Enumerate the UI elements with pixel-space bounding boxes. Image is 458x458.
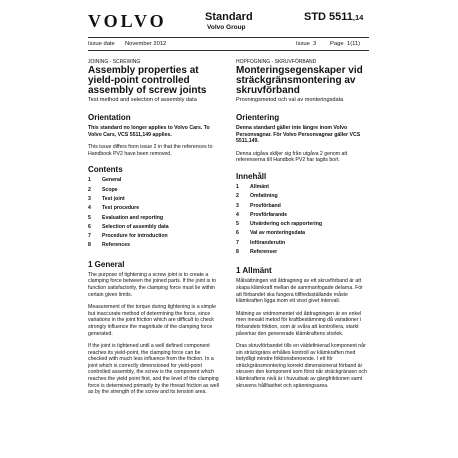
swedish-orientation-heading: Orientering bbox=[236, 113, 280, 122]
toc-number: 3 bbox=[236, 202, 239, 209]
swedish-general-paragraph: Mätning av vridmomentet vid åtdragningen är en enkel men inexakt metod för kraftbestämning då variationer i förbandets friktion, som är svåra att kontrollera, starkt påverkar den genererade klämkraftens storlek. bbox=[236, 310, 362, 337]
swedish-contents-heading: Innehåll bbox=[236, 171, 267, 181]
english-subtitle: Test method and selection of assembly data bbox=[88, 97, 197, 103]
english-column bbox=[88, 59, 220, 402]
toc-item[interactable] bbox=[88, 242, 220, 251]
organization: Volvo Group bbox=[207, 24, 246, 31]
toc-number: 2 bbox=[88, 186, 91, 193]
page-number: 1(11) bbox=[347, 41, 361, 47]
standard-version: ,14 bbox=[352, 13, 364, 22]
issue-date: November 2012 bbox=[125, 41, 167, 47]
toc-number: 1 bbox=[236, 183, 239, 190]
toc-item[interactable] bbox=[236, 249, 368, 258]
toc-number: 7 bbox=[88, 233, 91, 240]
toc-item[interactable] bbox=[88, 187, 220, 196]
toc-item[interactable] bbox=[236, 212, 368, 221]
toc-number: 2 bbox=[236, 193, 239, 200]
toc-number: 7 bbox=[236, 239, 239, 246]
toc-label: Införanderutin bbox=[250, 239, 286, 246]
toc-number: 5 bbox=[236, 221, 239, 228]
toc-number: 4 bbox=[88, 205, 91, 212]
header-rule-top bbox=[88, 37, 369, 38]
toc-item[interactable] bbox=[88, 233, 220, 242]
english-orientation-text: This issue differs from issue 2 in that the references to Handbook PV2 have been removed. bbox=[88, 144, 213, 157]
toc-number: 8 bbox=[236, 249, 239, 256]
toc-label: Procedure for introduction bbox=[102, 233, 168, 240]
toc-label: Provförfarande bbox=[250, 211, 288, 218]
issue-date-label: Issue date bbox=[88, 41, 115, 47]
english-contents-list bbox=[88, 177, 220, 251]
swedish-contents-list bbox=[236, 184, 368, 258]
toc-item[interactable] bbox=[236, 193, 368, 202]
toc-item[interactable] bbox=[88, 215, 220, 224]
swedish-general-paragraph: Dras skruvförbandet tills en väldefinierad komponent når sin sträckgräns erhålles kontroll av klämkraften med betydligt mindre friktionsberoende. I ett för sträckgränsmontering korrekt dimensionerat förband är skruven den komponent som först når sträckgränsen och klämkraftens nivå är i huvudsak av gängfriktionen samt skruvens hållfasthet och spänningsarea. bbox=[236, 343, 367, 389]
toc-number: 4 bbox=[236, 211, 239, 218]
english-general-paragraph: If the joint is tightened until a well defined component reaches its yield-point, the clamping force can be checked with much less influence from the friction. In a joint which is correctly dimensioned for yield-point controlled assembly, the screw is the component which reaches the yield point first, and the level of the clamping force is determined primarily by the thread friction as well as by the strength of the screw and its tension area. bbox=[88, 343, 219, 396]
toc-label: General bbox=[102, 177, 122, 184]
standard-number-main: STD 5511 bbox=[304, 11, 353, 23]
toc-item[interactable] bbox=[236, 184, 368, 193]
english-orientation-notice: This standard no longer applies to Volvo Cars. To Volvo Cars, VCS 5511,149 applies. bbox=[88, 125, 210, 138]
swedish-orientation-text: Denna utgåva skiljer sig från utgåva 2 genom att referenserna till Handbok PV2 har tagits bort. bbox=[236, 150, 348, 164]
swedish-kicker: HOPFOGNING - SKRUVFÖRBAND bbox=[236, 59, 317, 65]
toc-label: Test procedure bbox=[102, 205, 140, 212]
english-general-paragraph: The purpose of tightening a screw joint is to create a clamping force between the joined parts. If the joint is to function satisfactorily, the clamping force must lie within certain given limits. bbox=[88, 271, 217, 298]
toc-item[interactable] bbox=[236, 203, 368, 212]
toc-item[interactable] bbox=[88, 224, 220, 233]
toc-label: Provförband bbox=[250, 202, 281, 209]
toc-item[interactable] bbox=[88, 177, 220, 186]
toc-item[interactable] bbox=[236, 230, 368, 239]
swedish-general-heading: 1 Allmänt bbox=[236, 266, 272, 276]
toc-number: 6 bbox=[88, 223, 91, 230]
toc-item[interactable] bbox=[236, 221, 368, 230]
swedish-subtitle: Provningsmetod och val av monteringsdata bbox=[236, 97, 344, 103]
standard-number bbox=[304, 11, 363, 23]
toc-number: 1 bbox=[88, 177, 91, 184]
toc-number: 3 bbox=[88, 195, 91, 202]
toc-number: 6 bbox=[236, 230, 239, 237]
toc-label: Omfattning bbox=[250, 193, 278, 200]
swedish-title: Monteringsegenskaper vid sträckgränsmontering av skruvförband bbox=[236, 65, 363, 96]
header-rule-bottom bbox=[88, 50, 369, 51]
toc-item[interactable] bbox=[88, 205, 220, 214]
toc-label: Utvärdering och rapportering bbox=[250, 221, 323, 228]
toc-label: Allmänt bbox=[250, 183, 270, 190]
toc-label: References bbox=[102, 242, 130, 249]
english-kicker: JOINING - SCREWING bbox=[88, 59, 141, 65]
toc-label: Selection of assembly data bbox=[102, 223, 169, 230]
toc-number: 8 bbox=[88, 242, 91, 249]
english-orientation-heading: Orientation bbox=[88, 113, 131, 122]
toc-label: Val av monteringsdata bbox=[250, 230, 306, 237]
english-title: Assembly properties at yield-point controlled assembly of screw joints bbox=[88, 65, 207, 96]
toc-item[interactable] bbox=[236, 240, 368, 249]
swedish-orientation-notice: Denna standard gäller inte längre inom Volvo Personvagnar. För Volvo Personvagnar gäller VCS 5511,149. bbox=[236, 125, 361, 145]
issue-number: 3 bbox=[313, 41, 317, 47]
toc-label: Evaluation and reporting bbox=[102, 214, 164, 221]
page-label: Page bbox=[330, 41, 344, 47]
volvo-logo: VOLVO bbox=[88, 11, 167, 31]
toc-label: Referenser bbox=[250, 249, 278, 256]
swedish-column bbox=[236, 59, 368, 395]
document-type: Standard bbox=[205, 11, 253, 23]
toc-item[interactable] bbox=[88, 196, 220, 205]
toc-label: Scope bbox=[102, 186, 118, 193]
english-general-heading: 1 General bbox=[88, 259, 125, 269]
issue-label: Issue bbox=[296, 41, 310, 47]
swedish-general-paragraph: Målsättningen vid åtdragning av ett skruvförband är att skapa klämkraft mellan de sammanfogade delarna. För att förbandet ska fungera tillfredsställande måste klämkraften ligga inom ett visst givet intervall. bbox=[236, 278, 363, 305]
english-general-paragraph: Measurement of the torque during tightening is a simple but inaccurate method of determining the force, since variations in the joint friction which are difficult to check strongly influence the magnitude of the clamping force generated. bbox=[88, 304, 217, 337]
toc-label: Test joint bbox=[102, 195, 125, 202]
english-contents-heading: Contents bbox=[88, 165, 123, 175]
toc-number: 5 bbox=[88, 214, 91, 221]
